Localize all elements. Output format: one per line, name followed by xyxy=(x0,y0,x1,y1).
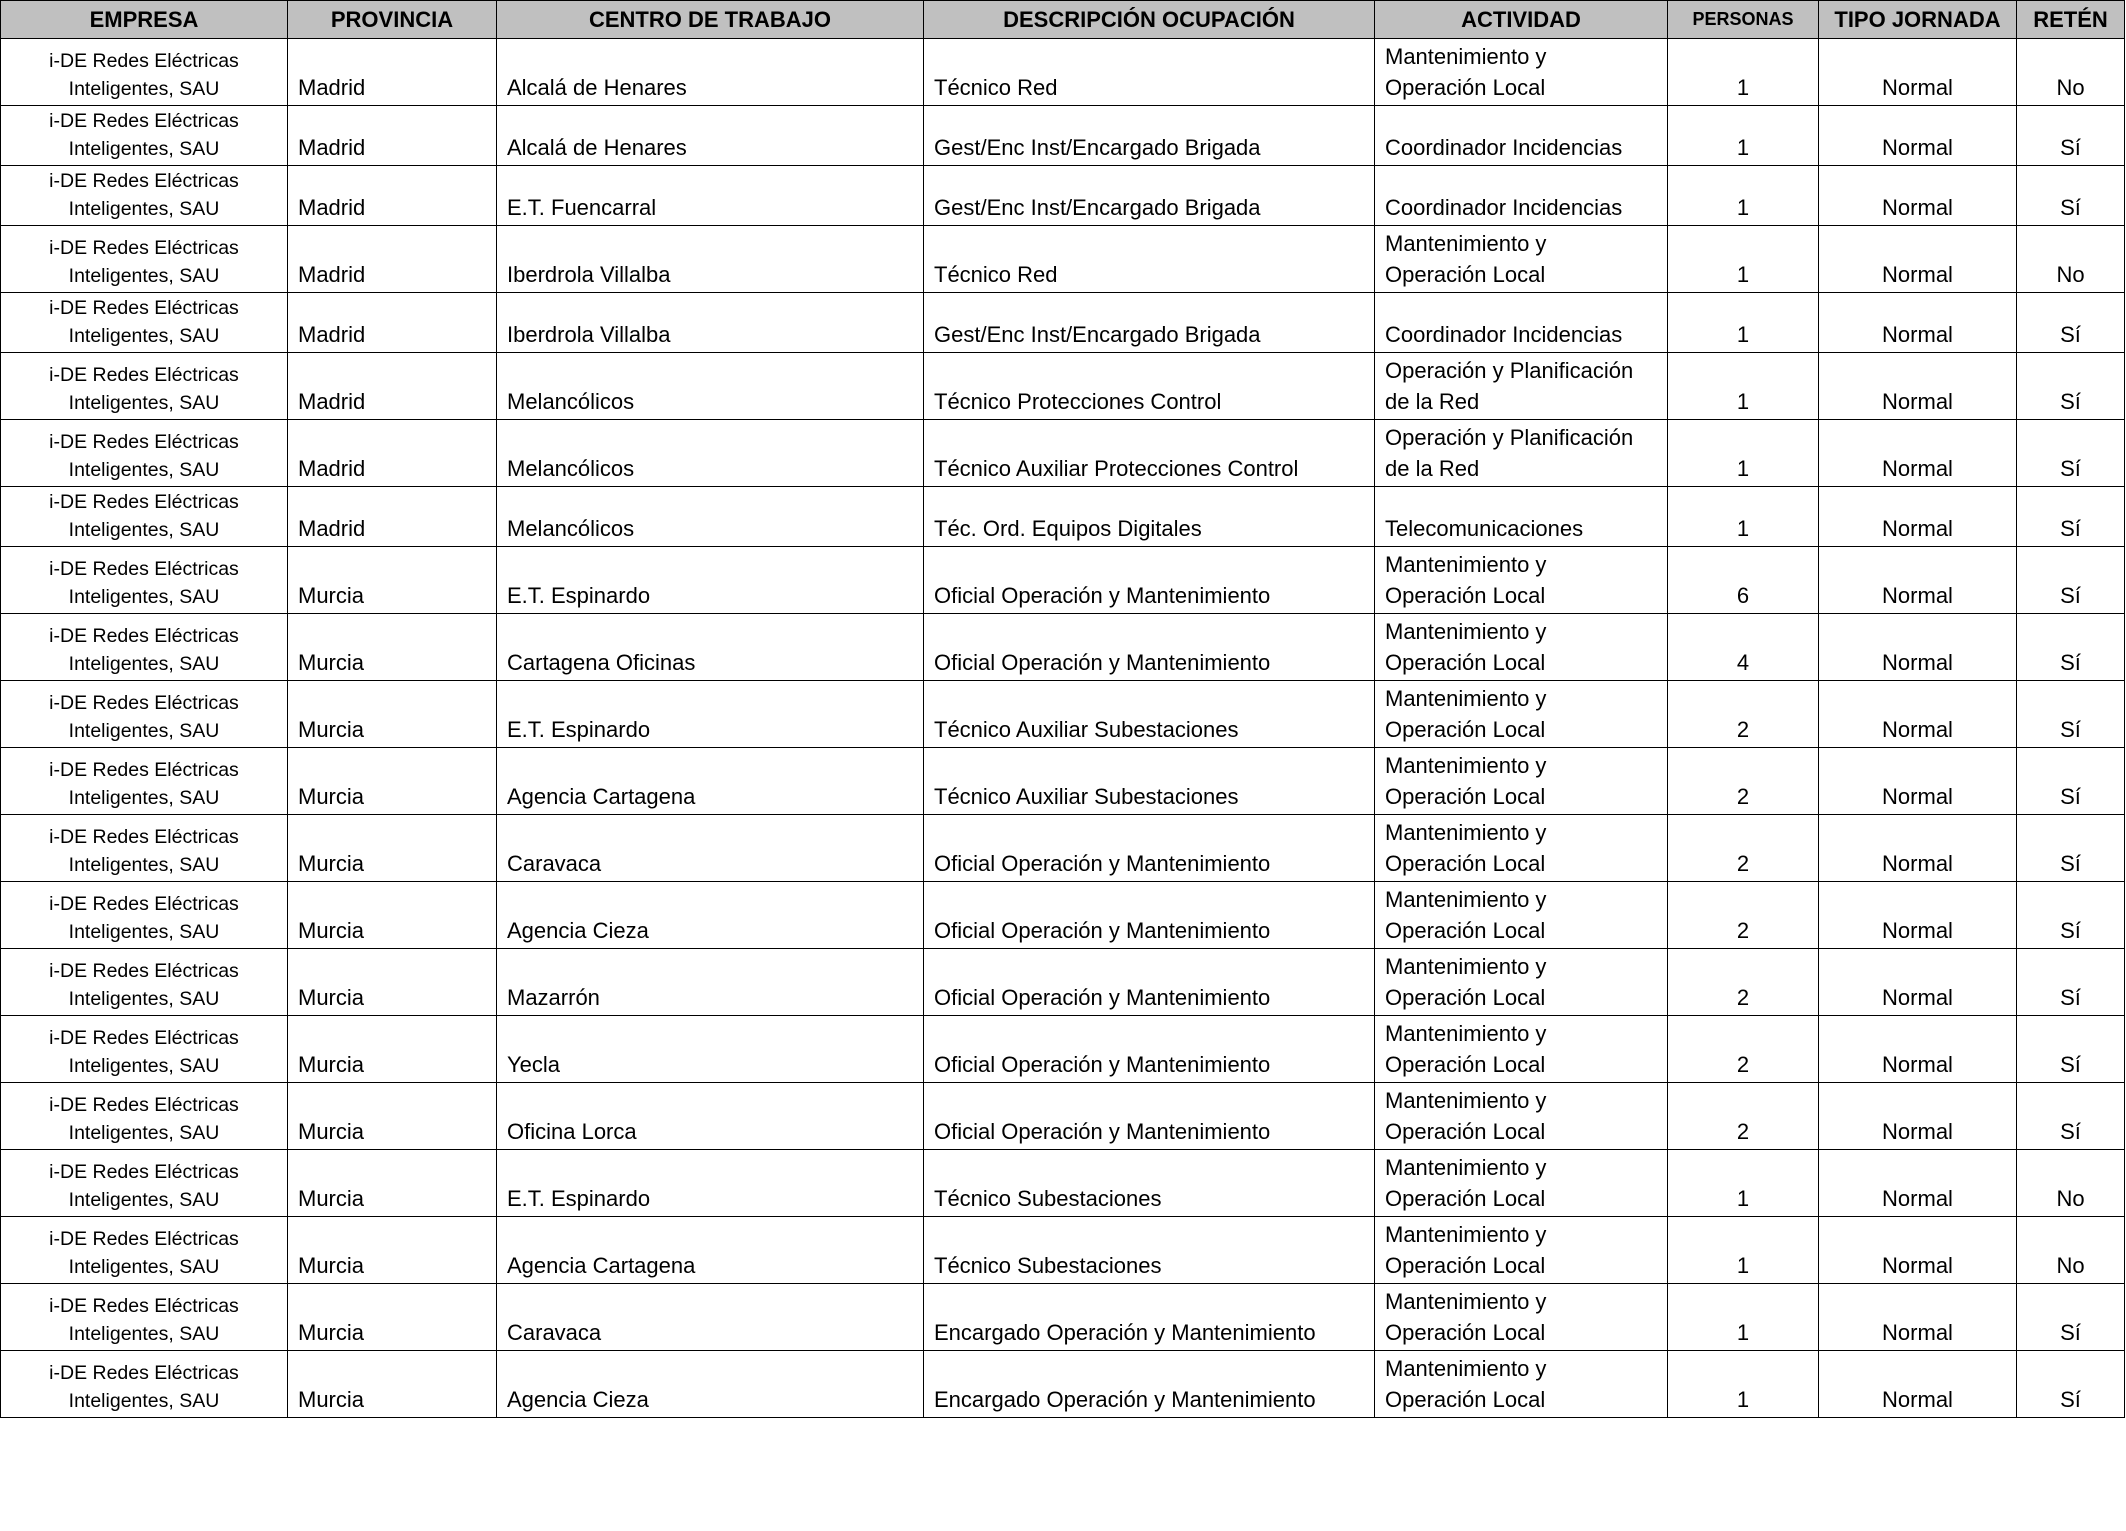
cell-reten: No xyxy=(2017,1150,2125,1217)
empresa-line-1: i-DE Redes Eléctricas xyxy=(49,110,239,132)
cell-personas: 1 xyxy=(1668,420,1819,487)
cell-provincia: Madrid xyxy=(288,353,497,420)
cell-actividad xyxy=(1375,1150,1668,1217)
cell-reten: Sí xyxy=(2017,1284,2125,1351)
actividad-line-2: Coordinador Incidencias xyxy=(1385,195,1623,220)
actividad-line-2: Operación Local xyxy=(1385,717,1546,742)
cell-actividad xyxy=(1375,39,1668,106)
cell-personas: 1 xyxy=(1668,487,1819,547)
cell-provincia: Murcia xyxy=(288,1016,497,1083)
cell-actividad xyxy=(1375,226,1668,293)
cell-tipo-jornada: Normal xyxy=(1819,815,2017,882)
cell-empresa xyxy=(1,106,288,166)
actividad-line-1: Mantenimiento y xyxy=(1385,753,1547,778)
cell-empresa xyxy=(1,1351,288,1418)
cell-provincia: Madrid xyxy=(288,293,497,353)
empresa-line-2: Inteligentes, SAU xyxy=(68,653,220,675)
actividad-line-1: Mantenimiento y xyxy=(1385,231,1547,256)
cell-empresa xyxy=(1,166,288,226)
cell-reten: Sí xyxy=(2017,420,2125,487)
cell-reten: Sí xyxy=(2017,681,2125,748)
empresa-line-1: i-DE Redes Eléctricas xyxy=(49,1228,239,1250)
cell-actividad xyxy=(1375,353,1668,420)
actividad-line-2: Operación Local xyxy=(1385,650,1546,675)
cell-centro-de-trabajo: Alcalá de Henares xyxy=(497,106,924,166)
table-row xyxy=(1,882,2125,949)
table-row xyxy=(1,1016,2125,1083)
table-row xyxy=(1,166,2125,226)
table-row xyxy=(1,1083,2125,1150)
cell-reten: Sí xyxy=(2017,166,2125,226)
cell-centro-de-trabajo: Melancólicos xyxy=(497,353,924,420)
header-tipo-jornada: TIPO JORNADA xyxy=(1819,1,2017,39)
header-actividad: ACTIVIDAD xyxy=(1375,1,1668,39)
cell-tipo-jornada: Normal xyxy=(1819,1150,2017,1217)
cell-reten: Sí xyxy=(2017,949,2125,1016)
empresa-line-1: i-DE Redes Eléctricas xyxy=(49,364,239,386)
empresa-line-2: Inteligentes, SAU xyxy=(68,787,220,809)
cell-actividad xyxy=(1375,166,1668,226)
cell-personas: 2 xyxy=(1668,748,1819,815)
cell-personas: 1 xyxy=(1668,1284,1819,1351)
cell-actividad xyxy=(1375,1083,1668,1150)
actividad-line-2: Operación Local xyxy=(1385,784,1546,809)
cell-empresa xyxy=(1,882,288,949)
cell-personas: 2 xyxy=(1668,1016,1819,1083)
cell-centro-de-trabajo: Agencia Cieza xyxy=(497,1351,924,1418)
cell-reten: Sí xyxy=(2017,882,2125,949)
cell-descripcion-ocupacion: Técnico Protecciones Control xyxy=(924,353,1375,420)
cell-provincia: Madrid xyxy=(288,487,497,547)
actividad-line-2: de la Red xyxy=(1385,389,1480,414)
cell-actividad xyxy=(1375,106,1668,166)
cell-empresa xyxy=(1,1083,288,1150)
table-row xyxy=(1,614,2125,681)
cell-personas: 1 xyxy=(1668,166,1819,226)
cell-empresa xyxy=(1,353,288,420)
actividad-line-2: Operación Local xyxy=(1385,1320,1546,1345)
empresa-line-2: Inteligentes, SAU xyxy=(68,392,220,414)
table-row xyxy=(1,1150,2125,1217)
cell-reten: Sí xyxy=(2017,1351,2125,1418)
cell-actividad xyxy=(1375,1351,1668,1418)
cell-personas: 1 xyxy=(1668,1351,1819,1418)
actividad-line-1: Operación y Planificación xyxy=(1385,358,1634,383)
cell-tipo-jornada: Normal xyxy=(1819,547,2017,614)
header-personas: PERSONAS xyxy=(1668,1,1819,39)
actividad-line-1: Mantenimiento y xyxy=(1385,820,1547,845)
table-row xyxy=(1,487,2125,547)
cell-descripcion-ocupacion: Gest/Enc Inst/Encargado Brigada xyxy=(924,166,1375,226)
actividad-line-2: Coordinador Incidencias xyxy=(1385,322,1623,347)
cell-tipo-jornada: Normal xyxy=(1819,293,2017,353)
cell-empresa xyxy=(1,226,288,293)
cell-personas: 1 xyxy=(1668,293,1819,353)
empresa-line-2: Inteligentes, SAU xyxy=(68,519,220,541)
cell-centro-de-trabajo: Agencia Cartagena xyxy=(497,1217,924,1284)
cell-personas: 6 xyxy=(1668,547,1819,614)
cell-provincia: Murcia xyxy=(288,748,497,815)
empresa-line-1: i-DE Redes Eléctricas xyxy=(49,692,239,714)
cell-descripcion-ocupacion: Gest/Enc Inst/Encargado Brigada xyxy=(924,293,1375,353)
cell-reten: Sí xyxy=(2017,1083,2125,1150)
cell-descripcion-ocupacion: Técnico Auxiliar Subestaciones xyxy=(924,748,1375,815)
table-row xyxy=(1,293,2125,353)
empresa-line-1: i-DE Redes Eléctricas xyxy=(49,558,239,580)
cell-reten: Sí xyxy=(2017,547,2125,614)
cell-provincia: Murcia xyxy=(288,1083,497,1150)
cell-centro-de-trabajo: Caravaca xyxy=(497,815,924,882)
empresa-line-1: i-DE Redes Eléctricas xyxy=(49,826,239,848)
actividad-line-1: Mantenimiento y xyxy=(1385,1021,1547,1046)
cell-descripcion-ocupacion: Oficial Operación y Mantenimiento xyxy=(924,614,1375,681)
cell-descripcion-ocupacion: Oficial Operación y Mantenimiento xyxy=(924,1083,1375,1150)
cell-provincia: Murcia xyxy=(288,681,497,748)
actividad-line-1: Mantenimiento y xyxy=(1385,1222,1547,1247)
cell-tipo-jornada: Normal xyxy=(1819,681,2017,748)
cell-centro-de-trabajo: Yecla xyxy=(497,1016,924,1083)
cell-actividad xyxy=(1375,882,1668,949)
empresa-line-1: i-DE Redes Eléctricas xyxy=(49,1094,239,1116)
cell-tipo-jornada: Normal xyxy=(1819,1217,2017,1284)
table-row xyxy=(1,1284,2125,1351)
cell-reten: Sí xyxy=(2017,487,2125,547)
empresa-line-1: i-DE Redes Eléctricas xyxy=(49,491,239,513)
cell-tipo-jornada: Normal xyxy=(1819,487,2017,547)
table-row xyxy=(1,420,2125,487)
cell-centro-de-trabajo: Cartagena Oficinas xyxy=(497,614,924,681)
cell-personas: 1 xyxy=(1668,106,1819,166)
cell-provincia: Murcia xyxy=(288,815,497,882)
empresa-line-1: i-DE Redes Eléctricas xyxy=(49,1295,239,1317)
cell-provincia: Madrid xyxy=(288,166,497,226)
cell-centro-de-trabajo: E.T. Espinardo xyxy=(497,681,924,748)
cell-centro-de-trabajo: Oficina Lorca xyxy=(497,1083,924,1150)
cell-descripcion-ocupacion: Encargado Operación y Mantenimiento xyxy=(924,1284,1375,1351)
actividad-line-2: Coordinador Incidencias xyxy=(1385,135,1623,160)
actividad-line-1: Mantenimiento y xyxy=(1385,1088,1547,1113)
header-descripcion-ocupacion: DESCRIPCIÓN OCUPACIÓN xyxy=(924,1,1375,39)
cell-provincia: Murcia xyxy=(288,547,497,614)
empresa-line-1: i-DE Redes Eléctricas xyxy=(49,1362,239,1384)
cell-centro-de-trabajo: E.T. Espinardo xyxy=(497,547,924,614)
empresa-line-2: Inteligentes, SAU xyxy=(68,1055,220,1077)
cell-centro-de-trabajo: E.T. Espinardo xyxy=(497,1150,924,1217)
actividad-line-2: Operación Local xyxy=(1385,985,1546,1010)
actividad-line-1: Mantenimiento y xyxy=(1385,552,1547,577)
cell-provincia: Madrid xyxy=(288,226,497,293)
cell-reten: No xyxy=(2017,226,2125,293)
empresa-line-1: i-DE Redes Eléctricas xyxy=(49,625,239,647)
cell-descripcion-ocupacion: Oficial Operación y Mantenimiento xyxy=(924,949,1375,1016)
empresa-line-2: Inteligentes, SAU xyxy=(68,1390,220,1412)
header-reten: RETÉN xyxy=(2017,1,2125,39)
cell-centro-de-trabajo: Iberdrola Villalba xyxy=(497,226,924,293)
cell-actividad xyxy=(1375,487,1668,547)
empresa-line-2: Inteligentes, SAU xyxy=(68,265,220,287)
cell-provincia: Murcia xyxy=(288,882,497,949)
table-row xyxy=(1,681,2125,748)
cell-reten: Sí xyxy=(2017,293,2125,353)
cell-empresa xyxy=(1,1217,288,1284)
actividad-line-2: Operación Local xyxy=(1385,262,1546,287)
cell-personas: 1 xyxy=(1668,226,1819,293)
cell-centro-de-trabajo: Caravaca xyxy=(497,1284,924,1351)
empresa-line-1: i-DE Redes Eléctricas xyxy=(49,50,239,72)
cell-descripcion-ocupacion: Oficial Operación y Mantenimiento xyxy=(924,547,1375,614)
empresa-line-2: Inteligentes, SAU xyxy=(68,1256,220,1278)
actividad-line-1: Mantenimiento y xyxy=(1385,1155,1547,1180)
actividad-line-2: Operación Local xyxy=(1385,1253,1546,1278)
table-row xyxy=(1,748,2125,815)
empresa-line-2: Inteligentes, SAU xyxy=(68,586,220,608)
cell-tipo-jornada: Normal xyxy=(1819,1016,2017,1083)
cell-reten: Sí xyxy=(2017,614,2125,681)
cell-actividad xyxy=(1375,293,1668,353)
cell-personas: 1 xyxy=(1668,39,1819,106)
cell-descripcion-ocupacion: Técnico Red xyxy=(924,39,1375,106)
cell-empresa xyxy=(1,293,288,353)
header-centro-de-trabajo: CENTRO DE TRABAJO xyxy=(497,1,924,39)
cell-personas: 2 xyxy=(1668,949,1819,1016)
empresa-line-1: i-DE Redes Eléctricas xyxy=(49,237,239,259)
cell-tipo-jornada: Normal xyxy=(1819,1284,2017,1351)
cell-descripcion-ocupacion: Técnico Red xyxy=(924,226,1375,293)
empresa-line-1: i-DE Redes Eléctricas xyxy=(49,1027,239,1049)
empresa-line-2: Inteligentes, SAU xyxy=(68,78,220,100)
empresa-line-2: Inteligentes, SAU xyxy=(68,1323,220,1345)
actividad-line-2: Operación Local xyxy=(1385,583,1546,608)
cell-actividad xyxy=(1375,547,1668,614)
cell-personas: 1 xyxy=(1668,1217,1819,1284)
cell-provincia: Murcia xyxy=(288,1284,497,1351)
empresa-line-2: Inteligentes, SAU xyxy=(68,138,220,160)
cell-tipo-jornada: Normal xyxy=(1819,882,2017,949)
actividad-line-1: Mantenimiento y xyxy=(1385,1289,1547,1314)
cell-empresa xyxy=(1,547,288,614)
cell-reten: Sí xyxy=(2017,748,2125,815)
empresa-line-2: Inteligentes, SAU xyxy=(68,720,220,742)
actividad-line-1: Mantenimiento y xyxy=(1385,619,1547,644)
cell-descripcion-ocupacion: Encargado Operación y Mantenimiento xyxy=(924,1351,1375,1418)
cell-provincia: Madrid xyxy=(288,106,497,166)
cell-centro-de-trabajo: Iberdrola Villalba xyxy=(497,293,924,353)
cell-tipo-jornada: Normal xyxy=(1819,226,2017,293)
cell-descripcion-ocupacion: Técnico Subestaciones xyxy=(924,1150,1375,1217)
cell-empresa xyxy=(1,39,288,106)
cell-tipo-jornada: Normal xyxy=(1819,1083,2017,1150)
empresa-line-2: Inteligentes, SAU xyxy=(68,198,220,220)
cell-provincia: Murcia xyxy=(288,949,497,1016)
empresa-line-1: i-DE Redes Eléctricas xyxy=(49,960,239,982)
empresa-line-1: i-DE Redes Eléctricas xyxy=(49,431,239,453)
cell-empresa xyxy=(1,681,288,748)
cell-centro-de-trabajo: Agencia Cartagena xyxy=(497,748,924,815)
empresa-line-2: Inteligentes, SAU xyxy=(68,1189,220,1211)
actividad-line-2: Operación Local xyxy=(1385,1387,1546,1412)
actividad-line-2: Operación Local xyxy=(1385,1052,1546,1077)
empresa-line-2: Inteligentes, SAU xyxy=(68,921,220,943)
cell-actividad xyxy=(1375,1284,1668,1351)
cell-personas: 4 xyxy=(1668,614,1819,681)
table-row xyxy=(1,226,2125,293)
table-row xyxy=(1,815,2125,882)
actividad-line-1: Mantenimiento y xyxy=(1385,954,1547,979)
table-row xyxy=(1,1217,2125,1284)
empresa-line-2: Inteligentes, SAU xyxy=(68,988,220,1010)
cell-personas: 1 xyxy=(1668,353,1819,420)
actividad-line-2: Operación Local xyxy=(1385,75,1546,100)
cell-tipo-jornada: Normal xyxy=(1819,1351,2017,1418)
cell-descripcion-ocupacion: Técnico Auxiliar Protecciones Control xyxy=(924,420,1375,487)
actividad-line-2: Operación Local xyxy=(1385,918,1546,943)
cell-provincia: Murcia xyxy=(288,1351,497,1418)
cell-actividad xyxy=(1375,748,1668,815)
actividad-line-2: Operación Local xyxy=(1385,851,1546,876)
empresa-line-2: Inteligentes, SAU xyxy=(68,459,220,481)
cell-provincia: Murcia xyxy=(288,614,497,681)
cell-personas: 1 xyxy=(1668,1150,1819,1217)
table-row xyxy=(1,547,2125,614)
cell-descripcion-ocupacion: Oficial Operación y Mantenimiento xyxy=(924,815,1375,882)
cell-centro-de-trabajo: Mazarrón xyxy=(497,949,924,1016)
cell-personas: 2 xyxy=(1668,1083,1819,1150)
cell-empresa xyxy=(1,949,288,1016)
empresa-line-1: i-DE Redes Eléctricas xyxy=(49,759,239,781)
cell-actividad xyxy=(1375,420,1668,487)
cell-reten: Sí xyxy=(2017,1016,2125,1083)
empresa-line-2: Inteligentes, SAU xyxy=(68,325,220,347)
cell-empresa xyxy=(1,815,288,882)
cell-tipo-jornada: Normal xyxy=(1819,614,2017,681)
cell-provincia: Madrid xyxy=(288,420,497,487)
cell-empresa xyxy=(1,614,288,681)
actividad-line-2: Telecomunicaciones xyxy=(1385,516,1584,541)
actividad-line-2: Operación Local xyxy=(1385,1186,1546,1211)
cell-centro-de-trabajo: Alcalá de Henares xyxy=(497,39,924,106)
cell-empresa xyxy=(1,487,288,547)
cell-reten: Sí xyxy=(2017,353,2125,420)
cell-actividad xyxy=(1375,1217,1668,1284)
cell-descripcion-ocupacion: Téc. Ord. Equipos Digitales xyxy=(924,487,1375,547)
header-row xyxy=(1,1,2125,39)
actividad-line-1: Mantenimiento y xyxy=(1385,44,1547,69)
cell-descripcion-ocupacion: Oficial Operación y Mantenimiento xyxy=(924,882,1375,949)
actividad-line-1: Mantenimiento y xyxy=(1385,1356,1547,1381)
actividad-line-1: Operación y Planificación xyxy=(1385,425,1634,450)
cell-centro-de-trabajo: Melancólicos xyxy=(497,487,924,547)
cell-provincia: Madrid xyxy=(288,39,497,106)
actividad-line-1: Mantenimiento y xyxy=(1385,887,1547,912)
cell-personas: 2 xyxy=(1668,815,1819,882)
cell-reten: No xyxy=(2017,39,2125,106)
cell-tipo-jornada: Normal xyxy=(1819,420,2017,487)
empresa-line-1: i-DE Redes Eléctricas xyxy=(49,1161,239,1183)
cell-empresa xyxy=(1,1016,288,1083)
cell-empresa xyxy=(1,1150,288,1217)
empresa-line-1: i-DE Redes Eléctricas xyxy=(49,297,239,319)
table-row xyxy=(1,353,2125,420)
table-row xyxy=(1,1351,2125,1418)
cell-empresa xyxy=(1,420,288,487)
cell-empresa xyxy=(1,748,288,815)
table-row xyxy=(1,39,2125,106)
empresa-line-2: Inteligentes, SAU xyxy=(68,854,220,876)
cell-tipo-jornada: Normal xyxy=(1819,166,2017,226)
cell-actividad xyxy=(1375,614,1668,681)
cell-reten: Sí xyxy=(2017,815,2125,882)
cell-actividad xyxy=(1375,949,1668,1016)
cell-reten: No xyxy=(2017,1217,2125,1284)
cell-tipo-jornada: Normal xyxy=(1819,106,2017,166)
empresa-line-1: i-DE Redes Eléctricas xyxy=(49,893,239,915)
cell-descripcion-ocupacion: Gest/Enc Inst/Encargado Brigada xyxy=(924,106,1375,166)
cell-centro-de-trabajo: E.T. Fuencarral xyxy=(497,166,924,226)
cell-descripcion-ocupacion: Técnico Subestaciones xyxy=(924,1217,1375,1284)
actividad-line-2: de la Red xyxy=(1385,456,1480,481)
cell-personas: 2 xyxy=(1668,681,1819,748)
actividad-line-1: Mantenimiento y xyxy=(1385,686,1547,711)
table-body xyxy=(1,39,2125,1418)
cell-personas: 2 xyxy=(1668,882,1819,949)
cell-provincia: Murcia xyxy=(288,1150,497,1217)
cell-empresa xyxy=(1,1284,288,1351)
empresa-line-2: Inteligentes, SAU xyxy=(68,1122,220,1144)
cell-provincia: Murcia xyxy=(288,1217,497,1284)
header-empresa: EMPRESA xyxy=(1,1,288,39)
empresa-line-1: i-DE Redes Eléctricas xyxy=(49,170,239,192)
cell-centro-de-trabajo: Melancólicos xyxy=(497,420,924,487)
cell-tipo-jornada: Normal xyxy=(1819,353,2017,420)
actividad-line-2: Operación Local xyxy=(1385,1119,1546,1144)
table-row xyxy=(1,949,2125,1016)
cell-tipo-jornada: Normal xyxy=(1819,39,2017,106)
cell-tipo-jornada: Normal xyxy=(1819,748,2017,815)
cell-tipo-jornada: Normal xyxy=(1819,949,2017,1016)
cell-centro-de-trabajo: Agencia Cieza xyxy=(497,882,924,949)
cell-actividad xyxy=(1375,1016,1668,1083)
cell-reten: Sí xyxy=(2017,106,2125,166)
cell-descripcion-ocupacion: Técnico Auxiliar Subestaciones xyxy=(924,681,1375,748)
table-row xyxy=(1,106,2125,166)
cell-actividad xyxy=(1375,681,1668,748)
cell-actividad xyxy=(1375,815,1668,882)
cell-descripcion-ocupacion: Oficial Operación y Mantenimiento xyxy=(924,1016,1375,1083)
header-provincia: PROVINCIA xyxy=(288,1,497,39)
